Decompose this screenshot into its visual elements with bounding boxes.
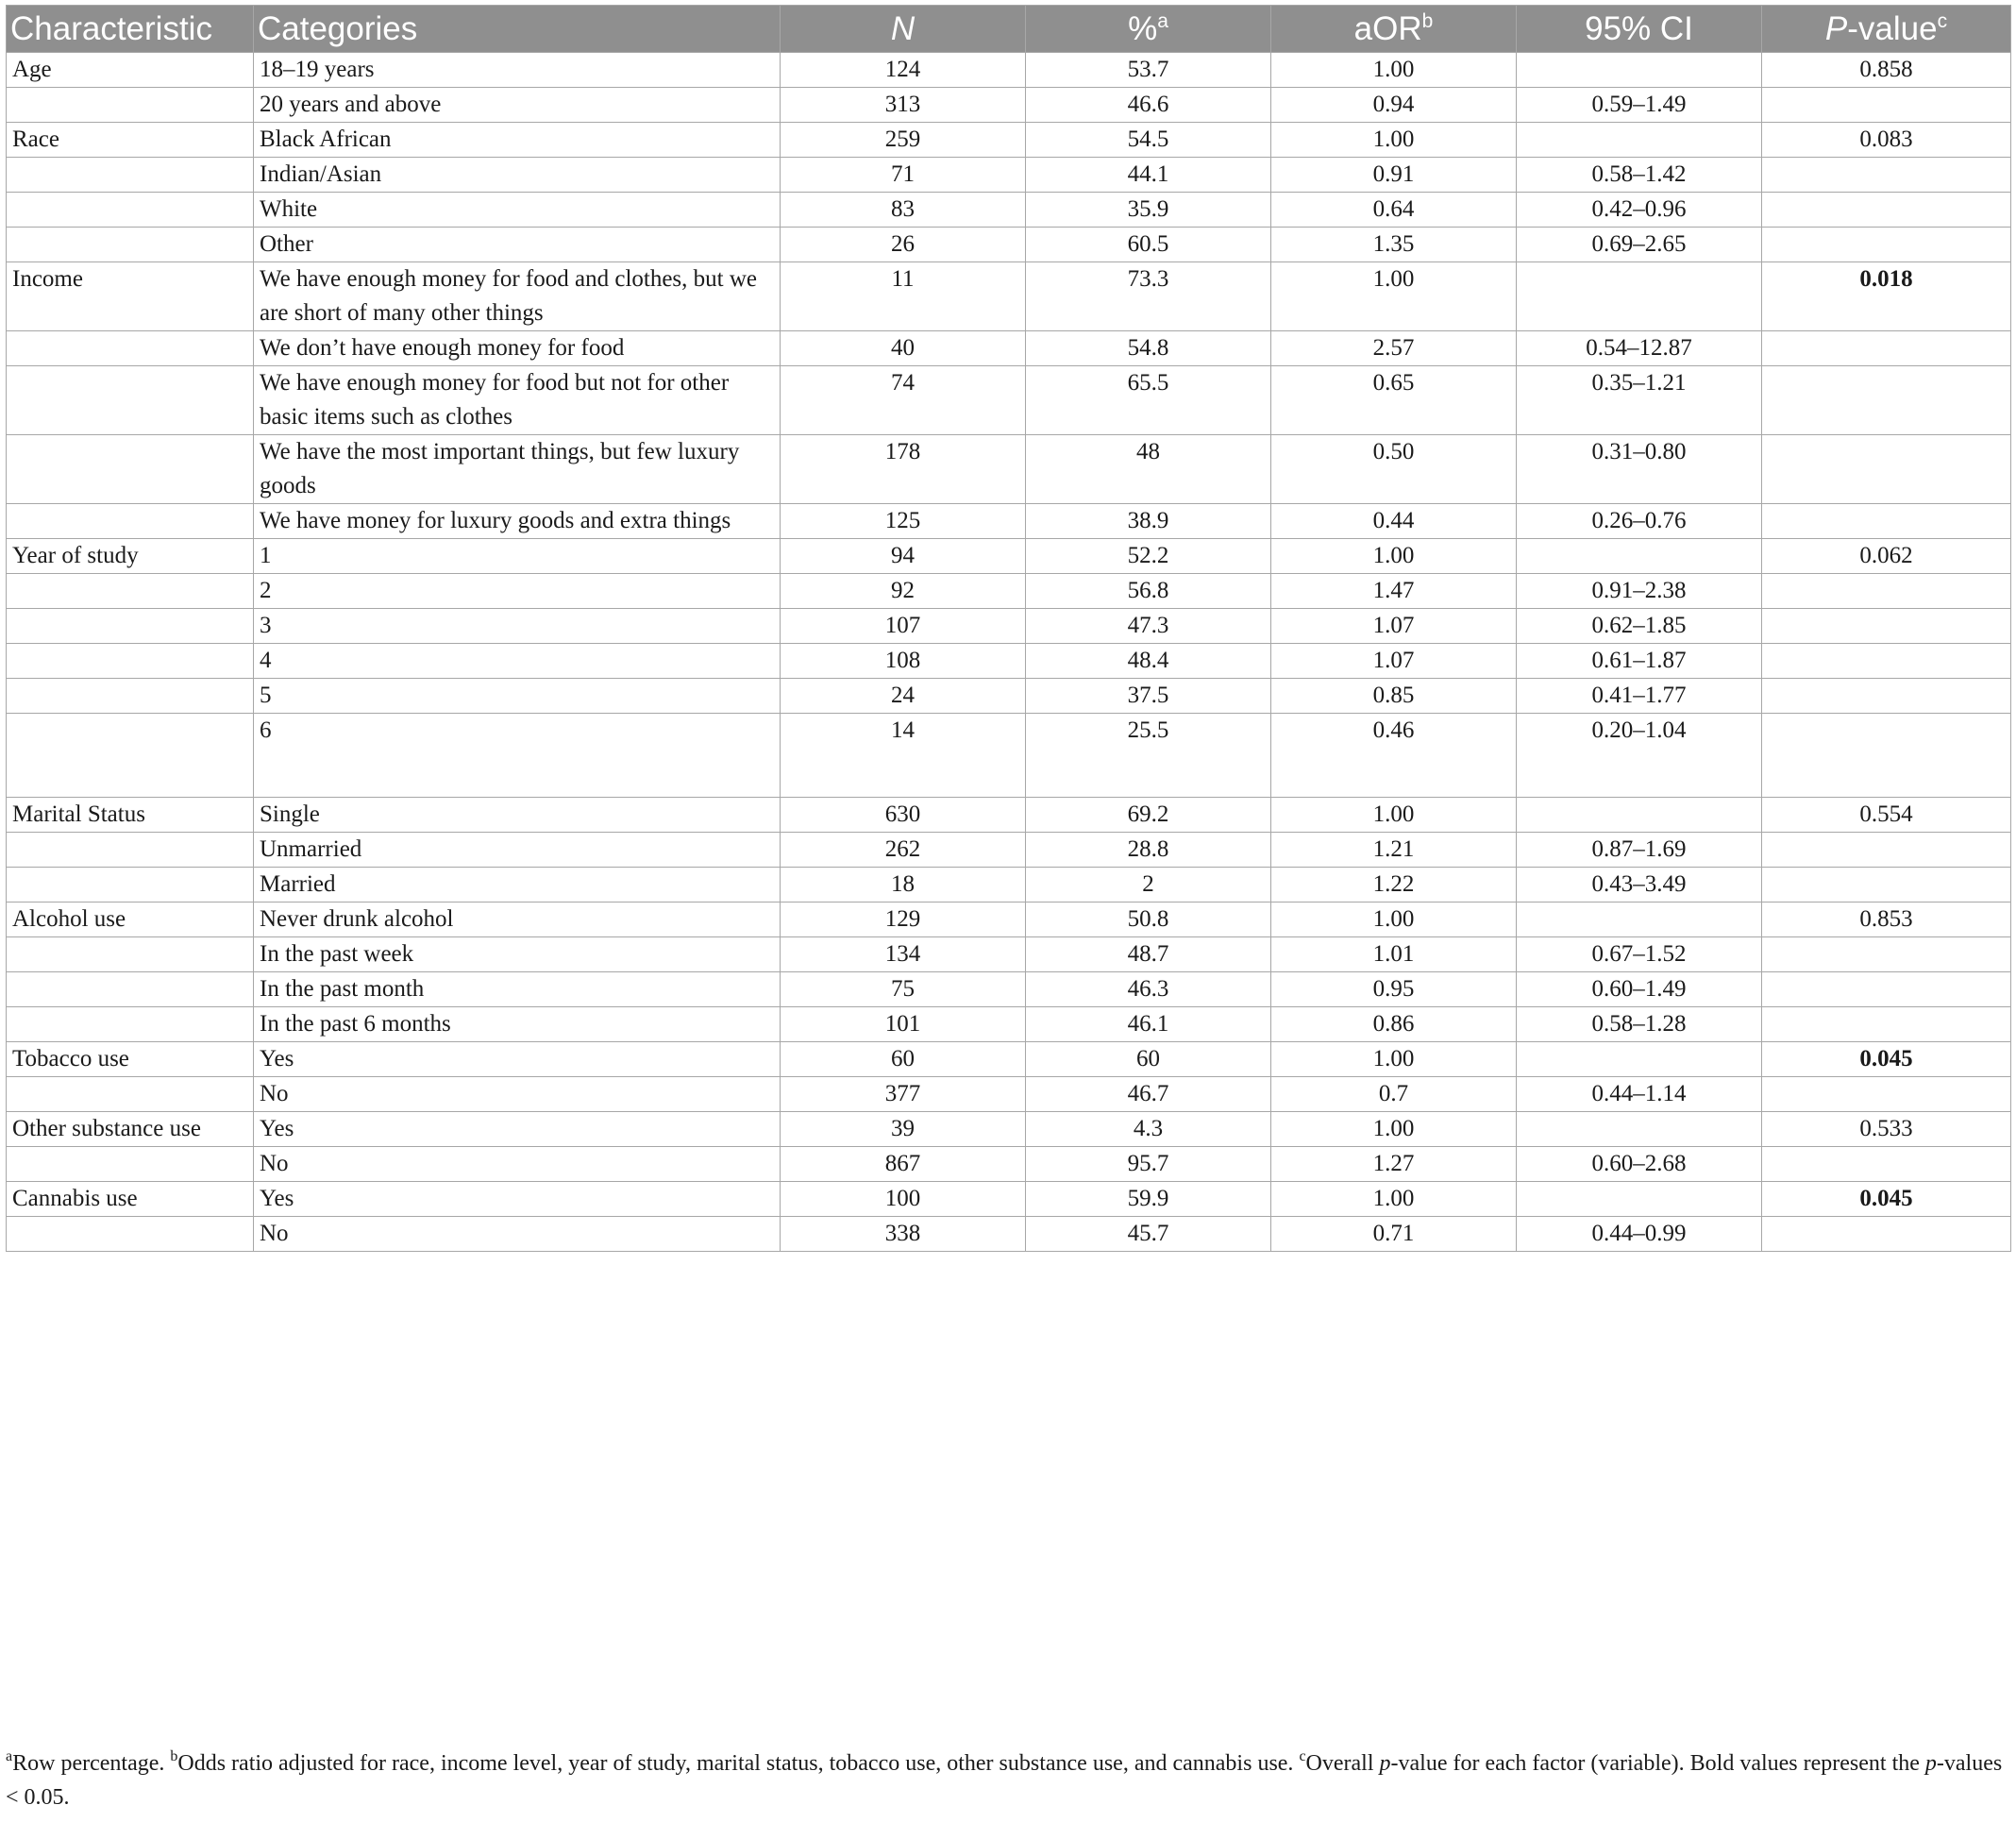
table-row [7,331,2011,366]
cell-pvalue: 0.554 [1762,798,2011,833]
table-row [7,972,2011,1007]
header-pvalue-italic: P [1824,9,1848,47]
table-row [7,903,2011,937]
cell-pvalue [1762,366,2011,435]
cell-pvalue [1762,193,2011,228]
cell-percent: 65.5 [1026,366,1271,435]
cell-n: 94 [781,539,1026,574]
cell-pvalue [1762,158,2011,193]
cell-category: In the past week [254,937,781,972]
cell-n: 83 [781,193,1026,228]
cell-n: 26 [781,228,1026,262]
cell-category: Yes [254,1112,781,1147]
cell-pvalue [1762,1007,2011,1042]
cell-pvalue [1762,937,2011,972]
cell-n: 39 [781,1112,1026,1147]
cell-n: 18 [781,868,1026,903]
cell-ci: 0.60–2.68 [1517,1147,1762,1182]
cell-aor: 1.00 [1271,903,1517,937]
table-footnote [6,1746,2010,1814]
cell-percent: 46.6 [1026,88,1271,123]
cell-n: 630 [781,798,1026,833]
cell-percent: 2 [1026,868,1271,903]
cell-n: 262 [781,833,1026,868]
cell-percent: 54.8 [1026,331,1271,366]
cell-characteristic: Marital Status [7,798,254,833]
footnote-c-italic-p: p [1379,1751,1391,1776]
cell-ci: 0.20–1.04 [1517,714,1762,798]
header-percent-label: % [1128,9,1158,47]
cell-category: Unmarried [254,833,781,868]
cell-aor: 1.00 [1271,53,1517,88]
cell-category: 18–19 years [254,53,781,88]
cell-ci: 0.59–1.49 [1517,88,1762,123]
cell-n: 129 [781,903,1026,937]
header-aor-label: aOR [1353,9,1422,47]
cell-ci [1517,539,1762,574]
cell-n: 313 [781,88,1026,123]
cell-n: 40 [781,331,1026,366]
footnote-c-text-3: -values < 0.05. [6,1751,2003,1810]
cell-characteristic [7,714,254,798]
cell-characteristic [7,228,254,262]
cell-ci: 0.35–1.21 [1517,366,1762,435]
cell-characteristic [7,435,254,504]
cell-category: Other [254,228,781,262]
cell-category: White [254,193,781,228]
table-row [7,937,2011,972]
table-row [7,366,2011,435]
cell-characteristic [7,158,254,193]
footnote-a-text: Row percentage. [12,1751,171,1776]
cell-aor: 0.64 [1271,193,1517,228]
results-table [6,5,2011,1252]
table-row [7,1217,2011,1252]
cell-n: 108 [781,644,1026,679]
cell-percent: 48.4 [1026,644,1271,679]
cell-n: 125 [781,504,1026,539]
cell-ci [1517,262,1762,331]
cell-pvalue [1762,1147,2011,1182]
cell-aor: 1.00 [1271,123,1517,158]
cell-pvalue [1762,435,2011,504]
cell-ci: 0.62–1.85 [1517,609,1762,644]
cell-category: In the past month [254,972,781,1007]
cell-category: Never drunk alcohol [254,903,781,937]
table-row [7,833,2011,868]
cell-characteristic [7,679,254,714]
cell-ci: 0.41–1.77 [1517,679,1762,714]
cell-percent: 44.1 [1026,158,1271,193]
cell-aor: 0.91 [1271,158,1517,193]
cell-characteristic: Income [7,262,254,331]
cell-characteristic [7,504,254,539]
table-row [7,1007,2011,1042]
cell-percent: 28.8 [1026,833,1271,868]
cell-aor: 1.27 [1271,1147,1517,1182]
header-categories: Categories [254,6,781,53]
cell-percent: 95.7 [1026,1147,1271,1182]
cell-percent: 25.5 [1026,714,1271,798]
table-row [7,1147,2011,1182]
table-body [7,53,2011,1252]
header-pvalue-sup: c [1937,9,1948,32]
cell-aor: 2.57 [1271,331,1517,366]
cell-pvalue [1762,88,2011,123]
cell-aor: 1.35 [1271,228,1517,262]
cell-category: We have enough money for food and clothes, but we are short of many other things [254,262,781,331]
cell-category: 20 years and above [254,88,781,123]
cell-category: 1 [254,539,781,574]
cell-characteristic [7,644,254,679]
cell-characteristic: Other substance use [7,1112,254,1147]
cell-characteristic [7,574,254,609]
cell-pvalue [1762,714,2011,798]
cell-category: 3 [254,609,781,644]
cell-characteristic [7,366,254,435]
header-n-label: N [890,9,916,47]
cell-aor: 0.65 [1271,366,1517,435]
cell-n: 74 [781,366,1026,435]
cell-aor: 0.71 [1271,1217,1517,1252]
cell-n: 259 [781,123,1026,158]
table-row [7,574,2011,609]
header-percent-sup: a [1157,9,1168,32]
cell-characteristic: Tobacco use [7,1042,254,1077]
cell-category: Single [254,798,781,833]
cell-characteristic [7,1077,254,1112]
cell-n: 107 [781,609,1026,644]
cell-pvalue [1762,833,2011,868]
table-row [7,798,2011,833]
cell-percent: 59.9 [1026,1182,1271,1217]
cell-aor: 1.00 [1271,539,1517,574]
cell-n: 338 [781,1217,1026,1252]
cell-ci: 0.91–2.38 [1517,574,1762,609]
cell-category: In the past 6 months [254,1007,781,1042]
header-n [781,6,1026,53]
cell-characteristic: Year of study [7,539,254,574]
cell-percent: 53.7 [1026,53,1271,88]
cell-characteristic [7,609,254,644]
table-row [7,1112,2011,1147]
cell-aor: 0.86 [1271,1007,1517,1042]
cell-ci: 0.54–12.87 [1517,331,1762,366]
cell-percent: 50.8 [1026,903,1271,937]
cell-ci: 0.87–1.69 [1517,833,1762,868]
cell-aor: 1.21 [1271,833,1517,868]
cell-ci [1517,903,1762,937]
cell-percent: 38.9 [1026,504,1271,539]
cell-pvalue: 0.533 [1762,1112,2011,1147]
table-row [7,262,2011,331]
cell-aor: 1.00 [1271,1042,1517,1077]
cell-n: 100 [781,1182,1026,1217]
cell-characteristic [7,331,254,366]
cell-percent: 56.8 [1026,574,1271,609]
cell-pvalue: 0.018 [1762,262,2011,331]
cell-n: 867 [781,1147,1026,1182]
cell-characteristic [7,868,254,903]
cell-category: We have enough money for food but not for other basic items such as clothes [254,366,781,435]
cell-aor: 0.7 [1271,1077,1517,1112]
cell-aor: 1.07 [1271,644,1517,679]
cell-aor: 1.22 [1271,868,1517,903]
table-row [7,193,2011,228]
cell-characteristic [7,1217,254,1252]
table-row [7,539,2011,574]
cell-category: Indian/Asian [254,158,781,193]
cell-aor: 0.85 [1271,679,1517,714]
cell-percent: 46.3 [1026,972,1271,1007]
table-row [7,868,2011,903]
table-row [7,53,2011,88]
header-characteristic: Characteristic [7,6,254,53]
table-row [7,435,2011,504]
cell-ci: 0.31–0.80 [1517,435,1762,504]
cell-pvalue: 0.858 [1762,53,2011,88]
cell-n: 92 [781,574,1026,609]
cell-ci: 0.60–1.49 [1517,972,1762,1007]
cell-n: 71 [781,158,1026,193]
cell-aor: 1.01 [1271,937,1517,972]
cell-ci: 0.58–1.28 [1517,1007,1762,1042]
cell-n: 101 [781,1007,1026,1042]
cell-ci [1517,798,1762,833]
cell-category: We have the most important things, but few luxury goods [254,435,781,504]
cell-n: 11 [781,262,1026,331]
table-row [7,504,2011,539]
table-row [7,1182,2011,1217]
header-percent [1026,6,1271,53]
table-header [7,6,2011,53]
cell-pvalue [1762,972,2011,1007]
header-aor-sup: b [1421,9,1434,32]
cell-ci: 0.43–3.49 [1517,868,1762,903]
cell-aor: 1.00 [1271,798,1517,833]
cell-pvalue [1762,868,2011,903]
cell-percent: 45.7 [1026,1217,1271,1252]
cell-ci: 0.61–1.87 [1517,644,1762,679]
cell-characteristic: Cannabis use [7,1182,254,1217]
cell-ci: 0.58–1.42 [1517,158,1762,193]
cell-aor: 1.00 [1271,1112,1517,1147]
cell-n: 75 [781,972,1026,1007]
cell-percent: 46.1 [1026,1007,1271,1042]
footnote-c-sup: c [1299,1748,1306,1764]
cell-pvalue [1762,574,2011,609]
cell-percent: 48.7 [1026,937,1271,972]
table-row [7,679,2011,714]
header-aor [1271,6,1517,53]
cell-percent: 37.5 [1026,679,1271,714]
cell-pvalue: 0.045 [1762,1042,2011,1077]
header-ci: 95% CI [1517,6,1762,53]
cell-category: We don’t have enough money for food [254,331,781,366]
cell-n: 134 [781,937,1026,972]
cell-ci: 0.42–0.96 [1517,193,1762,228]
cell-ci [1517,53,1762,88]
cell-category: Yes [254,1182,781,1217]
cell-percent: 46.7 [1026,1077,1271,1112]
cell-characteristic: Age [7,53,254,88]
cell-pvalue [1762,679,2011,714]
table-row [7,158,2011,193]
cell-characteristic [7,972,254,1007]
cell-characteristic [7,937,254,972]
cell-pvalue [1762,228,2011,262]
cell-characteristic [7,1007,254,1042]
table-row [7,714,2011,798]
cell-percent: 60.5 [1026,228,1271,262]
cell-ci: 0.67–1.52 [1517,937,1762,972]
table-row [7,1077,2011,1112]
table-row [7,88,2011,123]
cell-ci [1517,1042,1762,1077]
footnote-b-sup: b [170,1748,178,1764]
cell-aor: 0.94 [1271,88,1517,123]
cell-characteristic: Race [7,123,254,158]
cell-ci: 0.44–1.14 [1517,1077,1762,1112]
cell-percent: 47.3 [1026,609,1271,644]
cell-pvalue [1762,644,2011,679]
cell-percent: 73.3 [1026,262,1271,331]
cell-aor: 1.00 [1271,262,1517,331]
header-row [7,6,2011,53]
cell-ci [1517,123,1762,158]
cell-percent: 35.9 [1026,193,1271,228]
cell-pvalue: 0.853 [1762,903,2011,937]
cell-category: Black African [254,123,781,158]
cell-aor: 1.00 [1271,1182,1517,1217]
cell-characteristic [7,193,254,228]
cell-percent: 60 [1026,1042,1271,1077]
cell-characteristic [7,1147,254,1182]
footnote-c-text-1: Overall [1305,1751,1380,1776]
cell-pvalue: 0.083 [1762,123,2011,158]
table-row [7,228,2011,262]
table-row [7,123,2011,158]
footnote-a-sup: a [6,1748,13,1764]
table-row [7,609,2011,644]
cell-pvalue: 0.062 [1762,539,2011,574]
cell-percent: 48 [1026,435,1271,504]
cell-category: 4 [254,644,781,679]
cell-characteristic: Alcohol use [7,903,254,937]
footnote-c-text-2: -value for each factor (variable). Bold values represent the [1390,1751,1925,1776]
cell-aor: 0.46 [1271,714,1517,798]
cell-percent: 4.3 [1026,1112,1271,1147]
cell-category: No [254,1077,781,1112]
cell-ci [1517,1112,1762,1147]
cell-percent: 52.2 [1026,539,1271,574]
cell-n: 24 [781,679,1026,714]
cell-aor: 1.07 [1271,609,1517,644]
cell-ci: 0.69–2.65 [1517,228,1762,262]
cell-percent: 69.2 [1026,798,1271,833]
cell-pvalue [1762,1077,2011,1112]
cell-category: No [254,1147,781,1182]
cell-aor: 0.50 [1271,435,1517,504]
table-row [7,644,2011,679]
cell-pvalue [1762,504,2011,539]
footnote-c-italic-p2: p [1924,1751,1937,1776]
cell-category: We have money for luxury goods and extra things [254,504,781,539]
cell-category: Yes [254,1042,781,1077]
cell-category: 2 [254,574,781,609]
cell-ci [1517,1182,1762,1217]
cell-category: 5 [254,679,781,714]
cell-category: Married [254,868,781,903]
footnote-b-text: Odds ratio adjusted for race, income level, year of study, marital status, tobacco use, other substance use, and cannabis use. [177,1751,1300,1776]
cell-aor: 1.47 [1271,574,1517,609]
cell-pvalue [1762,331,2011,366]
cell-n: 60 [781,1042,1026,1077]
cell-n: 178 [781,435,1026,504]
header-pvalue-label: -value [1847,9,1938,47]
table-container [6,5,2010,1252]
cell-category: No [254,1217,781,1252]
header-pvalue [1762,6,2011,53]
cell-percent: 54.5 [1026,123,1271,158]
cell-characteristic [7,88,254,123]
cell-pvalue: 0.045 [1762,1182,2011,1217]
cell-characteristic [7,833,254,868]
table-row [7,1042,2011,1077]
cell-ci: 0.26–0.76 [1517,504,1762,539]
cell-pvalue [1762,1217,2011,1252]
cell-aor: 0.95 [1271,972,1517,1007]
cell-aor: 0.44 [1271,504,1517,539]
cell-n: 377 [781,1077,1026,1112]
cell-ci: 0.44–0.99 [1517,1217,1762,1252]
cell-category: 6 [254,714,781,798]
cell-n: 14 [781,714,1026,798]
cell-pvalue [1762,609,2011,644]
cell-n: 124 [781,53,1026,88]
